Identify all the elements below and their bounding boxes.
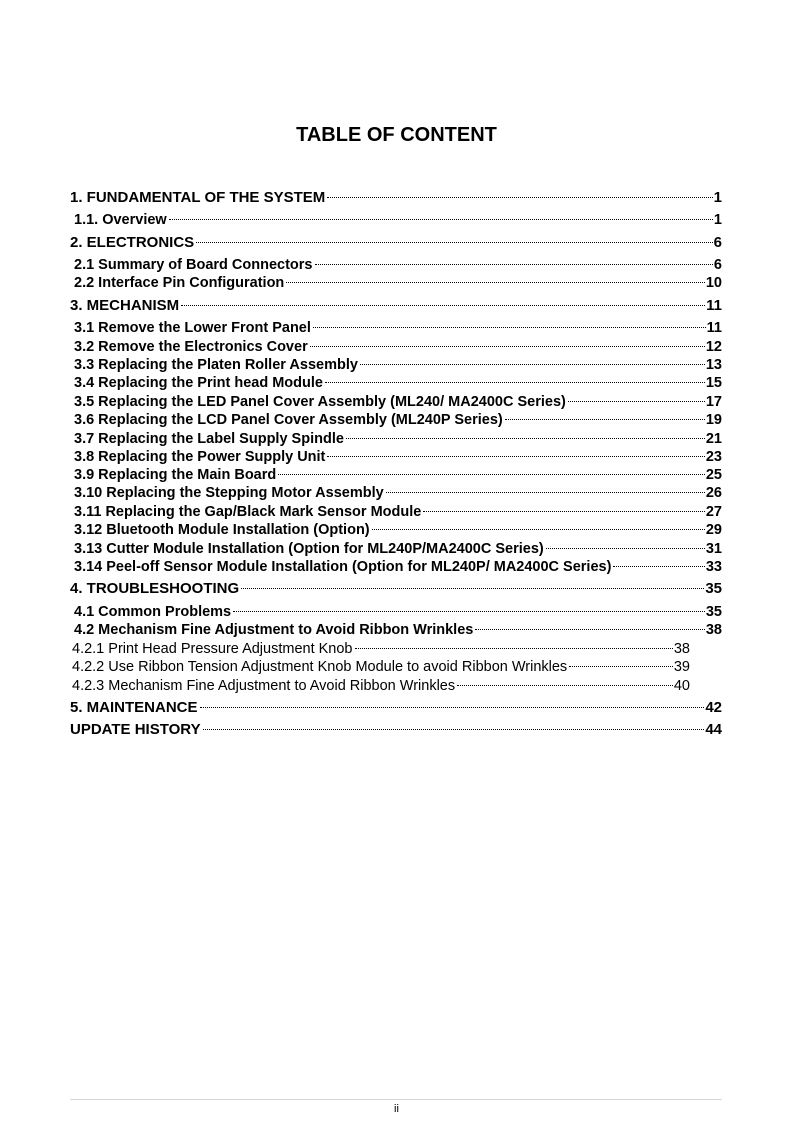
toc-entry-page: 26 [705,485,722,501]
dot-leader [546,548,705,549]
toc-entry-maintenance[interactable] [70,699,722,717]
toc-entry-page: 13 [705,357,722,373]
toc-entry-replacing-label-supply-spindle[interactable] [74,430,722,448]
dot-leader [310,346,705,347]
toc-entry-summary-of-board-connectors[interactable] [74,256,722,274]
toc-entry-title: 3.1 Remove the Lower Front Panel [74,320,311,336]
toc-entry-title: 3.3 Replacing the Platen Roller Assembly [74,357,358,373]
toc-entry-mechanism[interactable] [70,297,722,315]
toc-entry-title: UPDATE HISTORY [70,721,201,738]
toc-entry-replacing-power-supply-unit[interactable] [74,448,722,466]
toc-entry-page: 17 [705,394,722,410]
dot-leader [196,242,712,243]
toc-entry-remove-lower-front-panel[interactable] [74,319,722,337]
toc-entry-title: 3. MECHANISM [70,297,180,314]
toc-entry-title: 3.10 Replacing the Stepping Motor Assembly [74,485,384,501]
dot-leader [355,648,673,649]
toc-entry-page: 31 [705,541,722,557]
toc-entry-page: 1 [713,189,722,206]
toc-entry-page: 27 [705,504,722,520]
toc-entry-replacing-print-head-module[interactable] [74,374,722,392]
dot-leader [569,666,673,667]
toc-entry-replacing-main-board[interactable] [74,466,722,484]
toc-entry-page: 6 [713,257,722,273]
toc-entry-bluetooth-module-installation[interactable] [74,521,722,539]
toc-entry-page: 6 [713,234,722,251]
dot-leader [278,474,705,475]
toc-entry-title: 5. MAINTENANCE [70,699,198,716]
toc-entry-page: 35 [705,604,722,620]
dot-leader [505,419,705,420]
toc-entry-title: 3.2 Remove the Electronics Cover [74,339,308,355]
toc-entry-page: 42 [705,699,722,716]
toc-entry-title: 3.12 Bluetooth Module Installation (Option) [74,522,370,538]
dot-leader [372,529,705,530]
dot-leader [613,566,704,567]
toc-entry-replacing-platen-roller-assembly[interactable] [74,356,722,374]
toc-entry-page: 39 [673,659,690,675]
dot-leader [457,685,673,686]
toc-entry-title: 4.2 Mechanism Fine Adjustment to Avoid Ribbon Wrinkles [74,622,474,638]
dot-leader [286,282,705,283]
dot-leader [200,707,705,708]
toc-entry-title: 3.4 Replacing the Print head Module [74,375,323,391]
toc-entry-mechanism-fine-adjustment-sub[interactable] [72,677,690,695]
toc-entry-page: 12 [705,339,722,355]
toc-entry-ribbon-tension-adjustment-knob-module[interactable] [72,658,690,676]
toc-entry-title: 3.6 Replacing the LCD Panel Cover Assembly (ML240P Series) [74,412,503,428]
toc-entry-page: 21 [705,431,722,447]
toc-entry-page: 10 [705,275,722,291]
toc-entry-replacing-stepping-motor-assembly[interactable] [74,484,722,502]
dot-leader [568,401,705,402]
dot-leader [203,729,705,730]
toc-entry-title: 3.8 Replacing the Power Supply Unit [74,449,326,465]
toc-entry-title: 4.2.2 Use Ribbon Tension Adjustment Knob Module to avoid Ribbon Wrinkles [72,659,568,675]
dot-leader [313,327,706,328]
dot-leader [315,264,713,265]
toc-entry-common-problems[interactable] [74,603,722,621]
toc-entry-overview[interactable] [74,211,722,229]
toc-entry-fundamental-of-the-system[interactable] [70,189,722,207]
toc-entry-page: 33 [705,559,722,575]
toc-entry-replacing-led-panel-cover-assembly[interactable] [74,393,722,411]
toc-entry-page: 1 [713,212,722,228]
toc-entry-update-history[interactable] [70,721,722,739]
toc-entry-print-head-pressure-adjustment-knob[interactable] [72,640,690,658]
toc-entry-title: 3.13 Cutter Module Installation (Option for ML240P/MA2400C Series) [74,541,544,557]
dot-leader [327,197,712,198]
toc-entry-page: 11 [706,320,722,336]
toc-entry-page: 40 [673,678,690,694]
toc-entry-mechanism-fine-adjustment[interactable] [74,621,722,639]
toc-entry-page: 23 [705,449,722,465]
toc-entry-title: 4.1 Common Problems [74,604,232,620]
dot-leader [325,382,705,383]
toc-entry-title: 3.5 Replacing the LED Panel Cover Assembly (ML240/ MA2400C Series) [74,394,566,410]
toc-entry-title: 3.9 Replacing the Main Board [74,467,277,483]
toc-entry-page: 15 [705,375,722,391]
toc-entry-title: 2.2 Interface Pin Configuration [74,275,285,291]
toc-entry-interface-pin-configuration[interactable] [74,274,722,292]
dot-leader [386,492,705,493]
toc-entry-title: 3.11 Replacing the Gap/Black Mark Sensor Module [74,504,422,520]
dot-leader [327,456,704,457]
toc-entry-page: 19 [705,412,722,428]
toc-entry-replacing-lcd-panel-cover-assembly[interactable] [74,411,722,429]
page-title: TABLE OF CONTENT [296,124,497,146]
toc-entry-page: 44 [705,721,722,738]
toc-entry-title: 2. ELECTRONICS [70,234,195,251]
toc-entry-title: 1. FUNDAMENTAL OF THE SYSTEM [70,189,326,206]
toc-entry-title: 3.7 Replacing the Label Supply Spindle [74,431,344,447]
toc-entry-electronics[interactable] [70,234,722,252]
toc-entry-cutter-module-installation[interactable] [74,540,722,558]
toc-entry-title: 2.1 Summary of Board Connectors [74,257,313,273]
toc-entry-title: 4.2.1 Print Head Pressure Adjustment Knob [72,641,353,657]
toc-entry-page: 25 [705,467,722,483]
toc-entry-page: 38 [673,641,690,657]
dot-leader [233,611,705,612]
dot-leader [475,629,705,630]
toc-entry-remove-electronics-cover[interactable] [74,338,722,356]
toc-entry-title: 4. TROUBLESHOOTING [70,580,240,597]
toc-entry-title: 1.1. Overview [74,212,167,228]
dot-leader [181,305,705,306]
page-number: ii [394,1103,399,1115]
toc-entry-replacing-gap-black-mark-sensor-module[interactable] [74,503,722,521]
toc-entry-page: 35 [705,580,722,597]
dot-leader [360,364,705,365]
toc-entry-title: 3.14 Peel-off Sensor Module Installation (Option for ML240P/ MA2400C Series) [74,559,612,575]
toc-entry-peel-off-sensor-module-installation[interactable] [74,558,722,576]
toc-entry-title: 4.2.3 Mechanism Fine Adjustment to Avoid Ribbon Wrinkles [72,678,456,694]
toc-entry-page: 38 [705,622,722,638]
dot-leader [346,438,705,439]
toc-entry-page: 11 [706,297,722,314]
toc-entry-troubleshooting[interactable] [70,580,722,598]
dot-leader [241,588,704,589]
footer-divider [70,1099,722,1100]
dot-leader [169,219,713,220]
dot-leader [423,511,705,512]
toc-entry-page: 29 [705,522,722,538]
